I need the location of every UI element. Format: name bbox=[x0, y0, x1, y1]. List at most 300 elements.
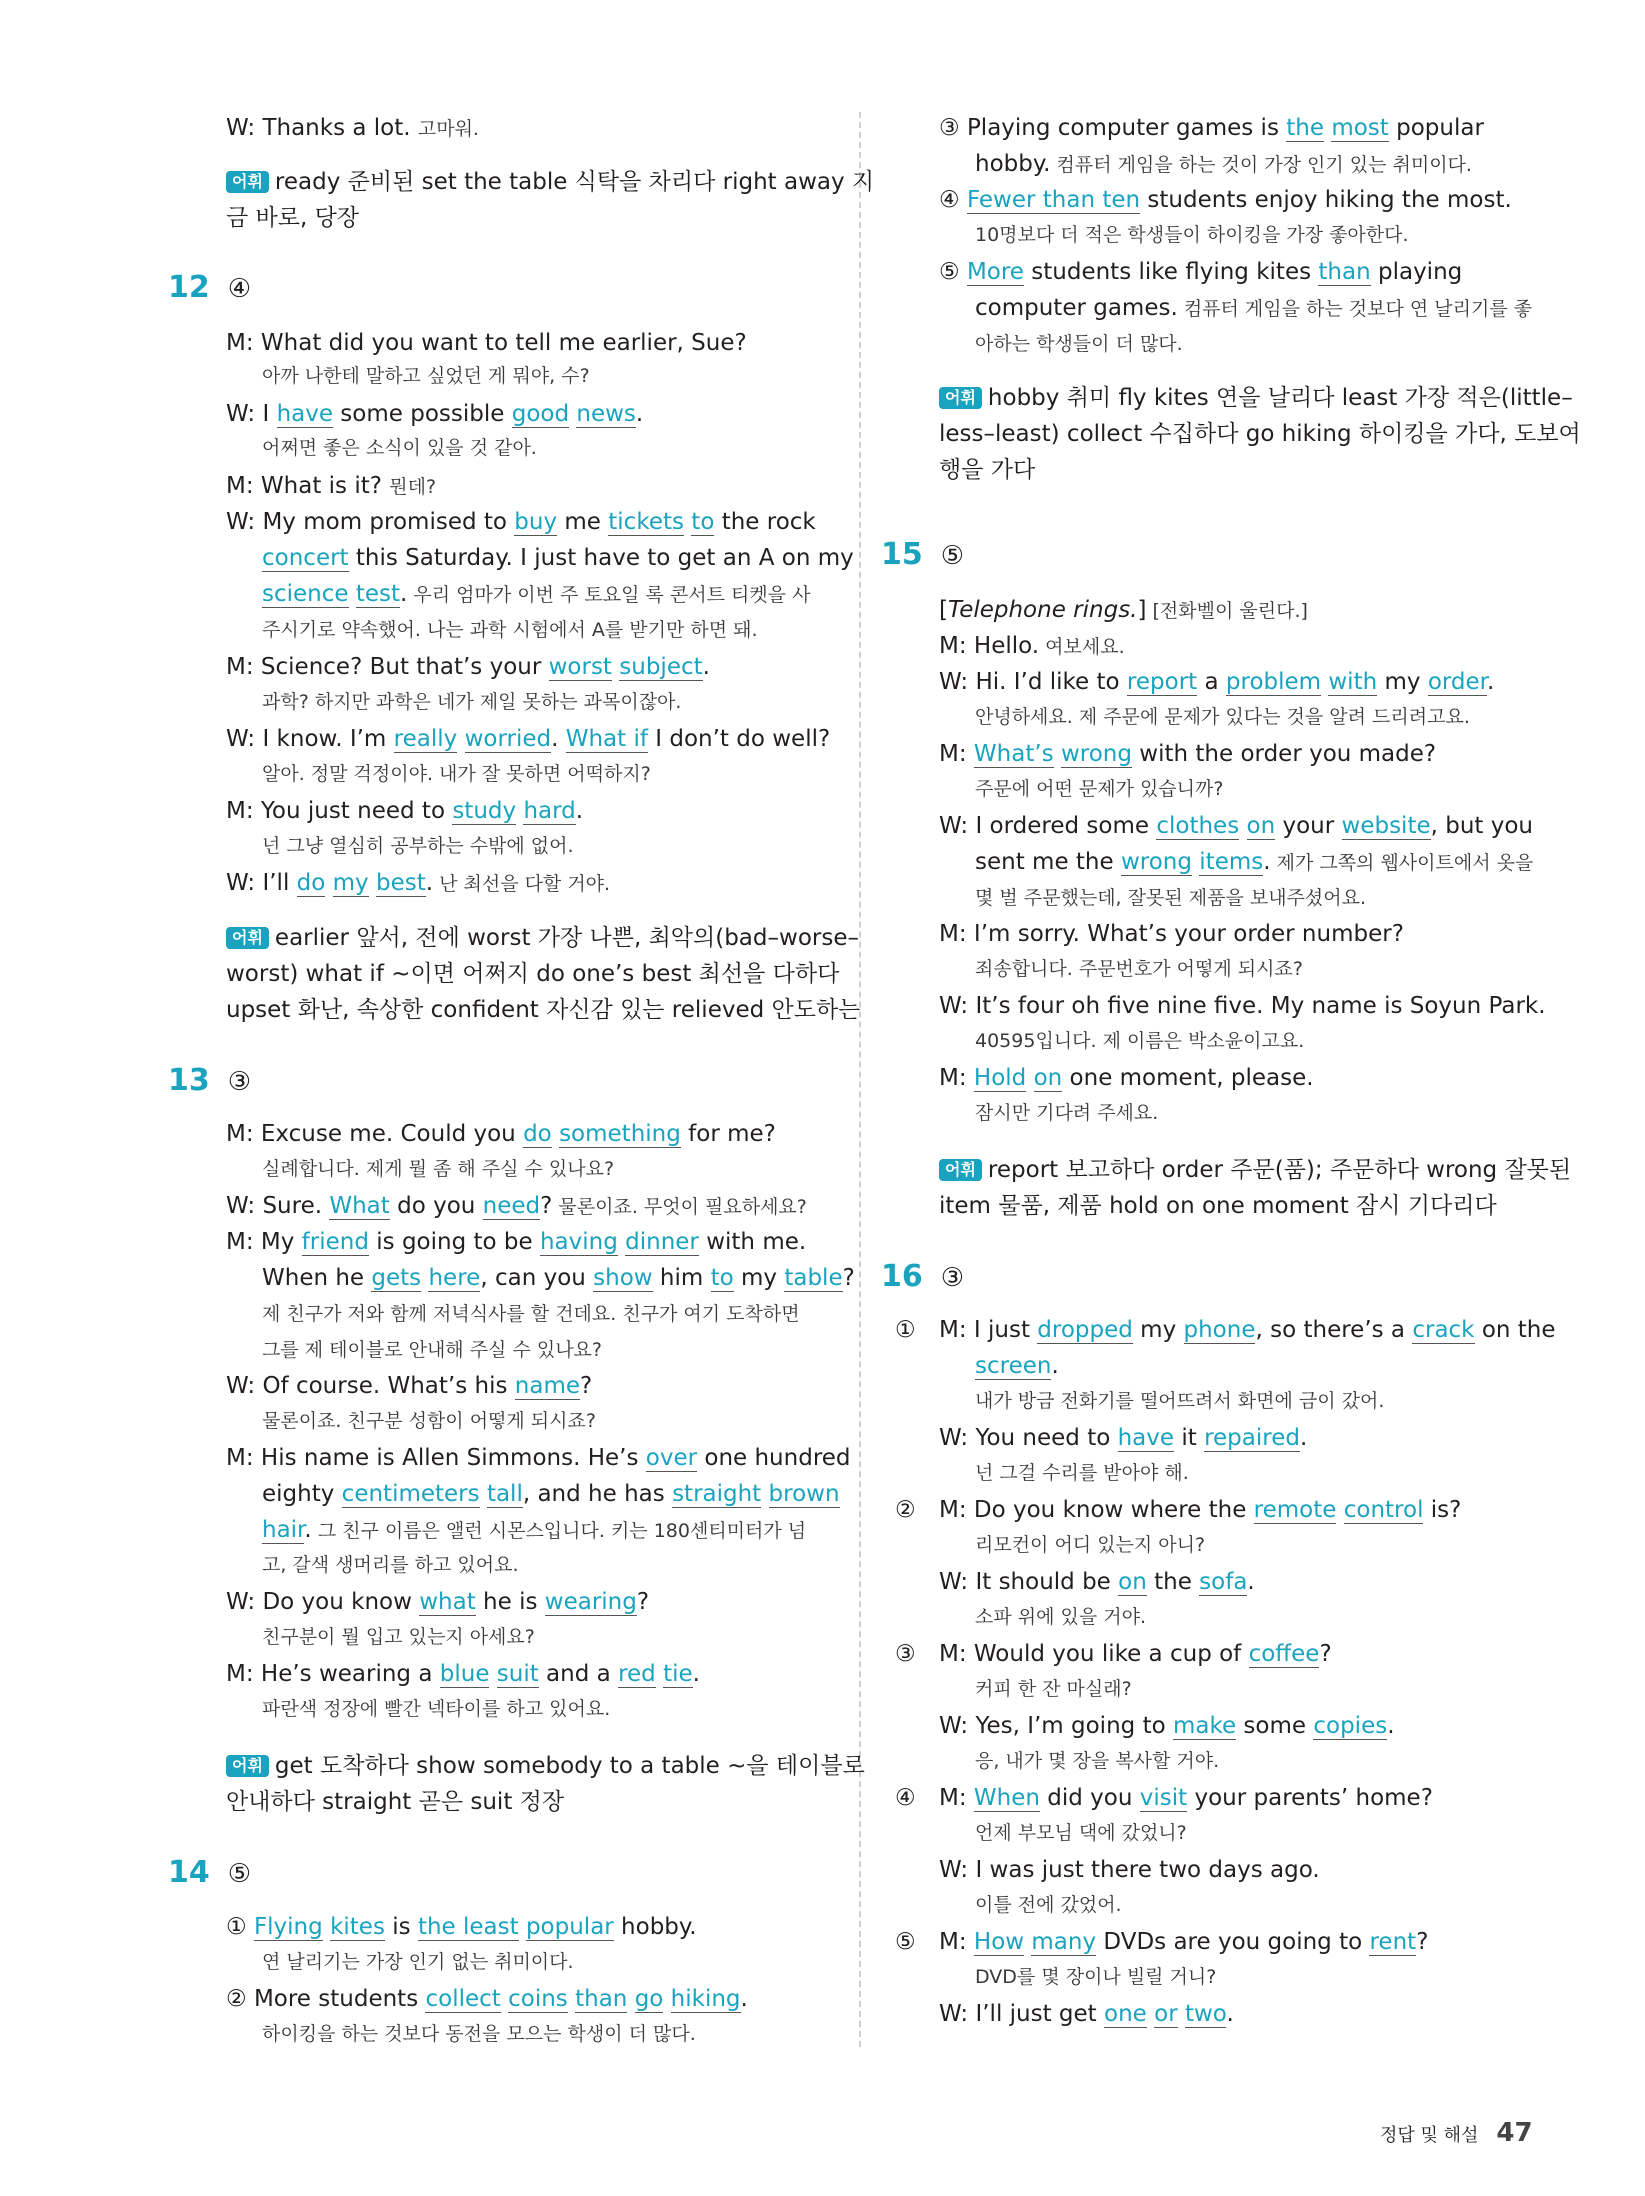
text-segment bbox=[369, 870, 376, 896]
answer-word: many bbox=[1031, 1929, 1097, 1955]
text-segment: ? bbox=[580, 1373, 593, 1399]
answer-word: repaired bbox=[1204, 1425, 1300, 1451]
text-segment bbox=[325, 870, 332, 896]
answer-word: do bbox=[523, 1121, 552, 1147]
text-segment: 컴퓨터 게임을 하는 것보다 연 날리기를 좋 bbox=[1177, 298, 1533, 320]
dialogue-line bbox=[939, 810, 1533, 842]
text-segment: him bbox=[652, 1265, 711, 1291]
dialogue-line bbox=[975, 846, 1533, 879]
answer-word: my bbox=[332, 870, 369, 896]
text-segment: [ bbox=[939, 597, 948, 623]
answer-word: with bbox=[1328, 669, 1378, 695]
text-segment: for me? bbox=[680, 1121, 776, 1147]
answer-word: When bbox=[973, 1785, 1040, 1811]
text-segment: . bbox=[1263, 849, 1271, 875]
text-segment: . bbox=[575, 798, 584, 824]
text-segment: the rock bbox=[714, 509, 816, 535]
answer-word: most bbox=[1331, 115, 1389, 141]
dialogue-line bbox=[262, 578, 810, 611]
text-segment: 그 친구 이름은 앨런 시몬스입니다. 키는 180센티미터가 넘 bbox=[311, 1520, 807, 1542]
answer-word: one bbox=[1104, 2001, 1147, 2027]
answer-word: go bbox=[634, 1986, 664, 2012]
answer-word: do bbox=[296, 870, 326, 896]
text-segment: with me. bbox=[698, 1229, 807, 1255]
question-number bbox=[881, 537, 964, 574]
answer-word: popular bbox=[525, 1914, 614, 1940]
text-segment: students like flying kites bbox=[1023, 259, 1319, 285]
text-segment: ① bbox=[226, 1914, 247, 1940]
vocab-line: worst) what if ~이면 어쩌지 do one’s best 최선을 다하다 bbox=[226, 961, 840, 987]
translation: 친구분이 뭘 입고 있는지 아세요? bbox=[262, 1626, 535, 1648]
text-segment bbox=[501, 1986, 508, 2012]
answer-word: name bbox=[514, 1373, 581, 1399]
text-segment: ? bbox=[540, 1193, 553, 1219]
answer-word: How bbox=[973, 1929, 1025, 1955]
vocab-box bbox=[226, 166, 874, 198]
answer-word: subject bbox=[619, 654, 703, 680]
translation: 이틀 전에 갔었어. bbox=[975, 1894, 1122, 1916]
answer-word: or bbox=[1154, 2001, 1178, 2027]
text-segment: eighty bbox=[262, 1481, 342, 1507]
text-segment: ③ bbox=[227, 1067, 252, 1097]
text-segment bbox=[519, 1914, 526, 1940]
translation: 죄송합니다. 주문번호가 어떻게 되시죠? bbox=[975, 958, 1303, 980]
translation: 물론이죠. 친구분 성함이 어떻게 되시죠? bbox=[262, 1410, 596, 1432]
answer-word: on bbox=[1118, 1569, 1147, 1595]
answer-word: red bbox=[618, 1661, 656, 1687]
text-segment: is bbox=[384, 1914, 418, 1940]
text-segment bbox=[627, 1986, 634, 2012]
text-segment: W: Thanks a lot. bbox=[226, 115, 411, 141]
text-segment: 16 bbox=[881, 1259, 923, 1294]
text-segment: , and he has bbox=[522, 1481, 673, 1507]
dialogue-line bbox=[226, 470, 436, 503]
dialogue-line bbox=[939, 1422, 1307, 1454]
page-number: 47 bbox=[1496, 2118, 1533, 2148]
text-segment: M: Excuse me. Could you bbox=[226, 1121, 524, 1147]
dialogue-line bbox=[226, 506, 816, 538]
vocab-line: 행을 가다 bbox=[939, 457, 1036, 483]
answer-word: friend bbox=[301, 1229, 369, 1255]
text-segment: , but you bbox=[1430, 813, 1534, 839]
answer-word: website bbox=[1341, 813, 1431, 839]
text-segment bbox=[489, 1661, 496, 1687]
dialogue-line bbox=[226, 795, 583, 827]
answer-word: coffee bbox=[1248, 1641, 1320, 1667]
answer-word: wearing bbox=[544, 1589, 637, 1615]
answer-word: phone bbox=[1183, 1317, 1256, 1343]
text-segment bbox=[761, 1481, 768, 1507]
question-number bbox=[168, 1855, 251, 1892]
text-segment: , can you bbox=[480, 1265, 594, 1291]
dialogue-line: M: I’m sorry. What’s your order number? bbox=[939, 921, 1404, 947]
text-segment bbox=[457, 726, 464, 752]
answer-word: need bbox=[482, 1193, 541, 1219]
text-segment: ⑤ bbox=[227, 1859, 252, 1889]
text-segment: W: I know. I’m bbox=[226, 726, 394, 752]
answer-word: study bbox=[452, 798, 517, 824]
option-item bbox=[226, 1983, 748, 2015]
text-segment: a bbox=[1197, 669, 1226, 695]
vocab-badge: 어휘 bbox=[939, 387, 982, 409]
translation: 하이킹을 하는 것보다 동전을 모으는 학생이 더 많다. bbox=[262, 2023, 696, 2045]
dialogue-line bbox=[226, 398, 643, 430]
answer-word: gets bbox=[371, 1265, 422, 1291]
stage-direction bbox=[939, 594, 1308, 627]
text-segment: . bbox=[1387, 1713, 1395, 1739]
text-segment: , so there’s a bbox=[1255, 1317, 1413, 1343]
text-segment: . bbox=[1487, 669, 1495, 695]
answer-word: clothes bbox=[1156, 813, 1240, 839]
translation: 넌 그걸 수리를 받아야 해. bbox=[975, 1462, 1189, 1484]
translation: 커피 한 잔 마실래? bbox=[975, 1678, 1132, 1700]
vocab-line: less–least) collect 수집하다 go hiking 하이킹을 가다, 도보여 bbox=[939, 421, 1581, 447]
answer-word: tie bbox=[663, 1661, 693, 1687]
text-segment: . bbox=[1226, 2001, 1234, 2027]
stage-direction-text: Telephone rings. bbox=[947, 597, 1138, 623]
text-segment: . bbox=[692, 1661, 700, 1687]
answer-word: test bbox=[355, 581, 401, 607]
text-segment: M: bbox=[939, 741, 974, 767]
dialogue-line bbox=[939, 630, 1125, 663]
option-item bbox=[975, 148, 1472, 181]
text-segment: computer games. bbox=[975, 295, 1178, 321]
dialogue-line bbox=[262, 1514, 806, 1547]
dialogue-line bbox=[262, 1478, 840, 1510]
text-segment: one hundred bbox=[697, 1445, 851, 1471]
answer-word: wrong bbox=[1060, 741, 1132, 767]
answer-word: tall bbox=[486, 1481, 523, 1507]
translation: 주시기로 약속했어. 나는 과학 시험에서 A를 받기만 하면 돼. bbox=[262, 619, 758, 641]
answer-word: What’s bbox=[973, 741, 1054, 767]
answer-word: worried bbox=[464, 726, 552, 752]
text-segment: and a bbox=[538, 1661, 619, 1687]
text-segment: he is bbox=[475, 1589, 545, 1615]
text-segment: . bbox=[425, 870, 434, 896]
answer-word: the least bbox=[417, 1914, 519, 1940]
text-segment: W: It should be bbox=[939, 1569, 1119, 1595]
text-segment: is going to be bbox=[368, 1229, 540, 1255]
text-segment: one moment, please. bbox=[1062, 1065, 1314, 1091]
text-segment: ④ bbox=[227, 274, 252, 304]
option-number: ① bbox=[895, 1317, 916, 1343]
text-segment: 제가 그쪽의 웹사이트에서 옷을 bbox=[1270, 852, 1534, 874]
answer-word: blue bbox=[439, 1661, 490, 1687]
text-segment: . bbox=[400, 581, 408, 607]
answer-word: remote bbox=[1253, 1497, 1337, 1523]
text-segment: W: Sure. bbox=[226, 1193, 330, 1219]
text-segment: ready 준비된 set the table 식탁을 차리다 right away 지 bbox=[274, 169, 875, 195]
answer-word: really bbox=[393, 726, 458, 752]
answer-word: copies bbox=[1313, 1713, 1388, 1739]
answer-word: problem bbox=[1225, 669, 1322, 695]
text-segment: . bbox=[1299, 1425, 1308, 1451]
answer-word: More bbox=[966, 259, 1024, 285]
dialogue-line bbox=[939, 1566, 1255, 1598]
text-segment: this Saturday. I just have to get an A on my bbox=[348, 545, 854, 571]
answer-word: crack bbox=[1412, 1317, 1475, 1343]
vocab-box bbox=[226, 922, 859, 954]
dialogue-line bbox=[262, 1262, 855, 1294]
text-segment: M: Science? But that’s your bbox=[226, 654, 549, 680]
translation: 언제 부모님 댁에 갔었니? bbox=[975, 1822, 1187, 1844]
text-segment: ② bbox=[226, 1986, 247, 2012]
translation: 주문에 어떤 문제가 있습니까? bbox=[975, 778, 1224, 800]
vocab-badge: 어휘 bbox=[939, 1159, 982, 1181]
answer-word: Fewer than ten bbox=[966, 187, 1141, 213]
dialogue-line bbox=[939, 1062, 1314, 1094]
dialogue-line bbox=[226, 723, 830, 755]
answer-word: make bbox=[1172, 1713, 1237, 1739]
dialogue-line bbox=[226, 112, 479, 145]
option-item bbox=[939, 184, 1512, 216]
text-segment: ④ bbox=[939, 187, 960, 213]
answer-word: over bbox=[645, 1445, 698, 1471]
option-number: ④ bbox=[895, 1785, 916, 1811]
dialogue-line bbox=[939, 1926, 1428, 1958]
translation: 실례합니다. 제게 뭘 좀 해 주실 수 있나요? bbox=[262, 1158, 615, 1180]
text-segment: on the bbox=[1474, 1317, 1556, 1343]
text-segment: 14 bbox=[168, 1855, 210, 1890]
text-segment: sent me the bbox=[975, 849, 1121, 875]
option-item bbox=[939, 112, 1484, 144]
translation: 과학? 하지만 과학은 네가 제일 못하는 과목이잖아. bbox=[262, 691, 682, 713]
text-segment: my bbox=[1132, 1317, 1184, 1343]
answer-word: suit bbox=[496, 1661, 539, 1687]
text-segment: some possible bbox=[333, 401, 512, 427]
text-segment: When he bbox=[262, 1265, 372, 1291]
text-segment: M: He’s wearing a bbox=[226, 1661, 440, 1687]
text-segment: W: Yes, I’m going to bbox=[939, 1713, 1173, 1739]
text-segment: W: My mom promised to bbox=[226, 509, 515, 535]
answer-word: Hold bbox=[973, 1065, 1027, 1091]
text-segment: 난 최선을 다할 거야. bbox=[433, 873, 611, 895]
text-segment: ③ bbox=[939, 115, 960, 141]
vocab-line: 금 바로, 당장 bbox=[226, 205, 360, 231]
answer-word: Flying bbox=[253, 1914, 323, 1940]
text-segment: students enjoy hiking the most. bbox=[1140, 187, 1512, 213]
question-number bbox=[168, 270, 251, 307]
dialogue-line bbox=[939, 1998, 1234, 2030]
text-segment: popular bbox=[1388, 115, 1484, 141]
answer-word: sofa bbox=[1199, 1569, 1248, 1595]
text-segment: . bbox=[635, 401, 644, 427]
text-segment bbox=[1026, 1065, 1033, 1091]
text-segment: ? bbox=[1319, 1641, 1332, 1667]
text-segment: M: What is it? bbox=[226, 473, 382, 499]
text-segment: DVDs are you going to bbox=[1096, 1929, 1370, 1955]
translation: 어쩌면 좋은 소식이 있을 것 같아. bbox=[262, 437, 537, 459]
answer-word: collect bbox=[425, 1986, 501, 2012]
answer-word: good bbox=[511, 401, 570, 427]
text-segment: W: Hi. I’d like to bbox=[939, 669, 1127, 695]
translation: 아하는 학생들이 더 많다. bbox=[975, 333, 1183, 355]
vocab-line: item 물품, 제품 hold on one moment 잠시 기다리다 bbox=[939, 1193, 1497, 1219]
text-segment: . bbox=[1051, 1353, 1059, 1379]
dialogue-line bbox=[939, 1710, 1395, 1742]
answer-word: straight bbox=[672, 1481, 762, 1507]
answer-word: what bbox=[419, 1589, 476, 1615]
text-segment: M: bbox=[939, 1929, 974, 1955]
text-segment: ? bbox=[1416, 1929, 1429, 1955]
text-segment: . bbox=[702, 654, 710, 680]
answer-word: screen bbox=[975, 1353, 1052, 1379]
translation: 안녕하세요. 제 주문에 문제가 있다는 것을 알려 드리려고요. bbox=[975, 706, 1470, 728]
text-segment: ? bbox=[842, 1265, 855, 1291]
text-segment: get 도착하다 show somebody to a table ~을 테이블로 bbox=[274, 1753, 865, 1779]
text-segment: ⑤ bbox=[939, 259, 960, 285]
answer-word: hard bbox=[523, 798, 576, 824]
translation: 넌 그냥 열심히 공부하는 수밖에 없어. bbox=[262, 835, 574, 857]
answer-word: report bbox=[1126, 669, 1198, 695]
dialogue-line bbox=[226, 1118, 776, 1150]
text-segment: More students bbox=[253, 1986, 426, 2012]
text-segment: report 보고하다 order 주문(품); 주문하다 wrong 잘못된 bbox=[987, 1157, 1572, 1183]
answer-word: concert bbox=[262, 545, 349, 571]
answer-word: What if bbox=[565, 726, 648, 752]
text-segment: ] bbox=[1137, 597, 1147, 623]
text-segment: M: Do you know where the bbox=[939, 1497, 1254, 1523]
text-segment: W: Do you know bbox=[226, 1589, 420, 1615]
text-segment: 고마워. bbox=[417, 118, 479, 140]
option-number: ② bbox=[895, 1497, 916, 1523]
dialogue-line bbox=[226, 1442, 851, 1474]
text-segment: 15 bbox=[881, 537, 923, 572]
text-segment: M: bbox=[939, 1785, 974, 1811]
text-segment bbox=[1239, 813, 1246, 839]
text-segment: [전화벨이 울린다.] bbox=[1146, 600, 1308, 622]
answer-word: dinner bbox=[625, 1229, 699, 1255]
text-segment bbox=[323, 1914, 330, 1940]
answer-word: hiking bbox=[670, 1986, 741, 2012]
dialogue-line bbox=[975, 1350, 1059, 1382]
answer-word: to bbox=[710, 1265, 734, 1291]
answer-word: control bbox=[1343, 1497, 1424, 1523]
dialogue-line: W: I was just there two days ago. bbox=[939, 1857, 1320, 1883]
text-segment bbox=[568, 1986, 575, 2012]
vocab-line: 안내하다 straight 곧은 suit 정장 bbox=[226, 1789, 565, 1815]
dialogue-line bbox=[939, 1494, 1461, 1526]
answer-word: have bbox=[276, 401, 333, 427]
answer-word: kites bbox=[330, 1914, 385, 1940]
text-segment: M: I just bbox=[939, 1317, 1038, 1343]
answer-word: to bbox=[691, 509, 715, 535]
text-segment: me bbox=[557, 509, 609, 535]
text-segment bbox=[663, 1986, 670, 2012]
answer-word: dropped bbox=[1037, 1317, 1133, 1343]
dialogue-line: W: It’s four oh five nine five. My name is Soyun Park. bbox=[939, 993, 1546, 1019]
translation: 잠시만 기다려 주세요. bbox=[975, 1102, 1159, 1124]
answer-word: What bbox=[329, 1193, 390, 1219]
text-segment: your bbox=[1275, 813, 1342, 839]
dialogue-line bbox=[226, 1190, 807, 1223]
text-segment: some bbox=[1236, 1713, 1314, 1739]
answer-word: tickets bbox=[608, 509, 684, 535]
text-segment: W: Of course. What’s his bbox=[226, 1373, 515, 1399]
vocab-badge: 어휘 bbox=[226, 927, 269, 949]
vocab-badge: 어휘 bbox=[226, 171, 269, 193]
answer-word: order bbox=[1427, 669, 1488, 695]
text-segment: 우리 엄마가 이번 주 토요일 록 콘서트 티켓을 사 bbox=[407, 584, 811, 606]
translation: 파란색 정장에 빨간 넥타이를 하고 있어요. bbox=[262, 1698, 611, 1720]
text-segment: W: I bbox=[226, 401, 277, 427]
answer-word: the bbox=[1286, 115, 1324, 141]
text-segment bbox=[552, 1121, 559, 1147]
answer-word: here bbox=[428, 1265, 481, 1291]
vocab-box bbox=[226, 1750, 865, 1782]
option-item bbox=[975, 292, 1532, 325]
text-segment: W: You need to bbox=[939, 1425, 1118, 1451]
dialogue-line bbox=[939, 1314, 1556, 1346]
text-segment: ? bbox=[636, 1589, 650, 1615]
dialogue-line bbox=[226, 1370, 592, 1402]
answer-word: on bbox=[1033, 1065, 1063, 1091]
text-segment: the bbox=[1146, 1569, 1200, 1595]
translation: 연 날리기는 가장 인기 없는 취미이다. bbox=[262, 1951, 574, 1973]
answer-word: items bbox=[1199, 849, 1264, 875]
text-segment: M: Hello. bbox=[939, 633, 1040, 659]
text-segment: my bbox=[1377, 669, 1428, 695]
text-segment: with the order you made? bbox=[1131, 741, 1437, 767]
dialogue-line bbox=[226, 1586, 649, 1618]
text-segment: M: Would you like a cup of bbox=[939, 1641, 1249, 1667]
text-segment: earlier 앞서, 전에 worst 가장 나쁜, 최악의(bad–worse– bbox=[274, 925, 859, 951]
text-segment: did you bbox=[1039, 1785, 1140, 1811]
option-item bbox=[226, 1911, 697, 1943]
footer-section-label: 정답 및 해설 bbox=[1380, 2125, 1479, 2146]
text-segment bbox=[480, 1481, 487, 1507]
text-segment bbox=[1178, 2001, 1185, 2027]
translation: 제 친구가 저와 함께 저녁식사를 할 건데요. 친구가 여기 도착하면 bbox=[262, 1303, 800, 1325]
dialogue-line bbox=[226, 1226, 806, 1258]
dialogue-line bbox=[939, 666, 1494, 698]
text-segment: ③ bbox=[940, 1263, 965, 1293]
vocab-box bbox=[939, 382, 1573, 414]
text-segment: 12 bbox=[168, 270, 210, 305]
answer-word: buy bbox=[514, 509, 558, 535]
text-segment: it bbox=[1174, 1425, 1205, 1451]
answer-word: science bbox=[262, 581, 349, 607]
answer-word: on bbox=[1246, 813, 1276, 839]
text-segment: W: I ordered some bbox=[939, 813, 1157, 839]
text-segment bbox=[656, 1661, 663, 1687]
text-segment: . bbox=[304, 1517, 312, 1543]
text-segment: . bbox=[740, 1986, 748, 2012]
translation: 소파 위에 있을 거야. bbox=[975, 1606, 1146, 1628]
text-segment: W: I’ll just get bbox=[939, 2001, 1104, 2027]
text-segment: 13 bbox=[168, 1063, 210, 1098]
text-segment: 뭔데? bbox=[389, 476, 437, 498]
text-segment: 여보세요. bbox=[1039, 636, 1125, 658]
text-segment bbox=[1054, 741, 1061, 767]
option-number: ③ bbox=[895, 1641, 916, 1667]
answer-word: than bbox=[1318, 259, 1371, 285]
translation: DVD를 몇 장이나 빌릴 거니? bbox=[975, 1966, 1217, 1988]
answer-word: best bbox=[375, 870, 426, 896]
text-segment: is? bbox=[1423, 1497, 1462, 1523]
text-segment: hobby. bbox=[975, 151, 1051, 177]
vocab-box bbox=[939, 1154, 1571, 1186]
dialogue-line bbox=[226, 867, 610, 900]
translation: 10명보다 더 적은 학생들이 하이킹을 가장 좋아한다. bbox=[975, 224, 1409, 246]
answer-word: brown bbox=[768, 1481, 840, 1507]
dialogue-line bbox=[226, 1658, 700, 1690]
answer-word: rent bbox=[1369, 1929, 1417, 1955]
answer-word: than bbox=[575, 1986, 628, 2012]
text-segment bbox=[1336, 1497, 1343, 1523]
question-number bbox=[168, 1063, 251, 1100]
dialogue-line: M: What did you want to tell me earlier, Sue? bbox=[226, 330, 747, 356]
